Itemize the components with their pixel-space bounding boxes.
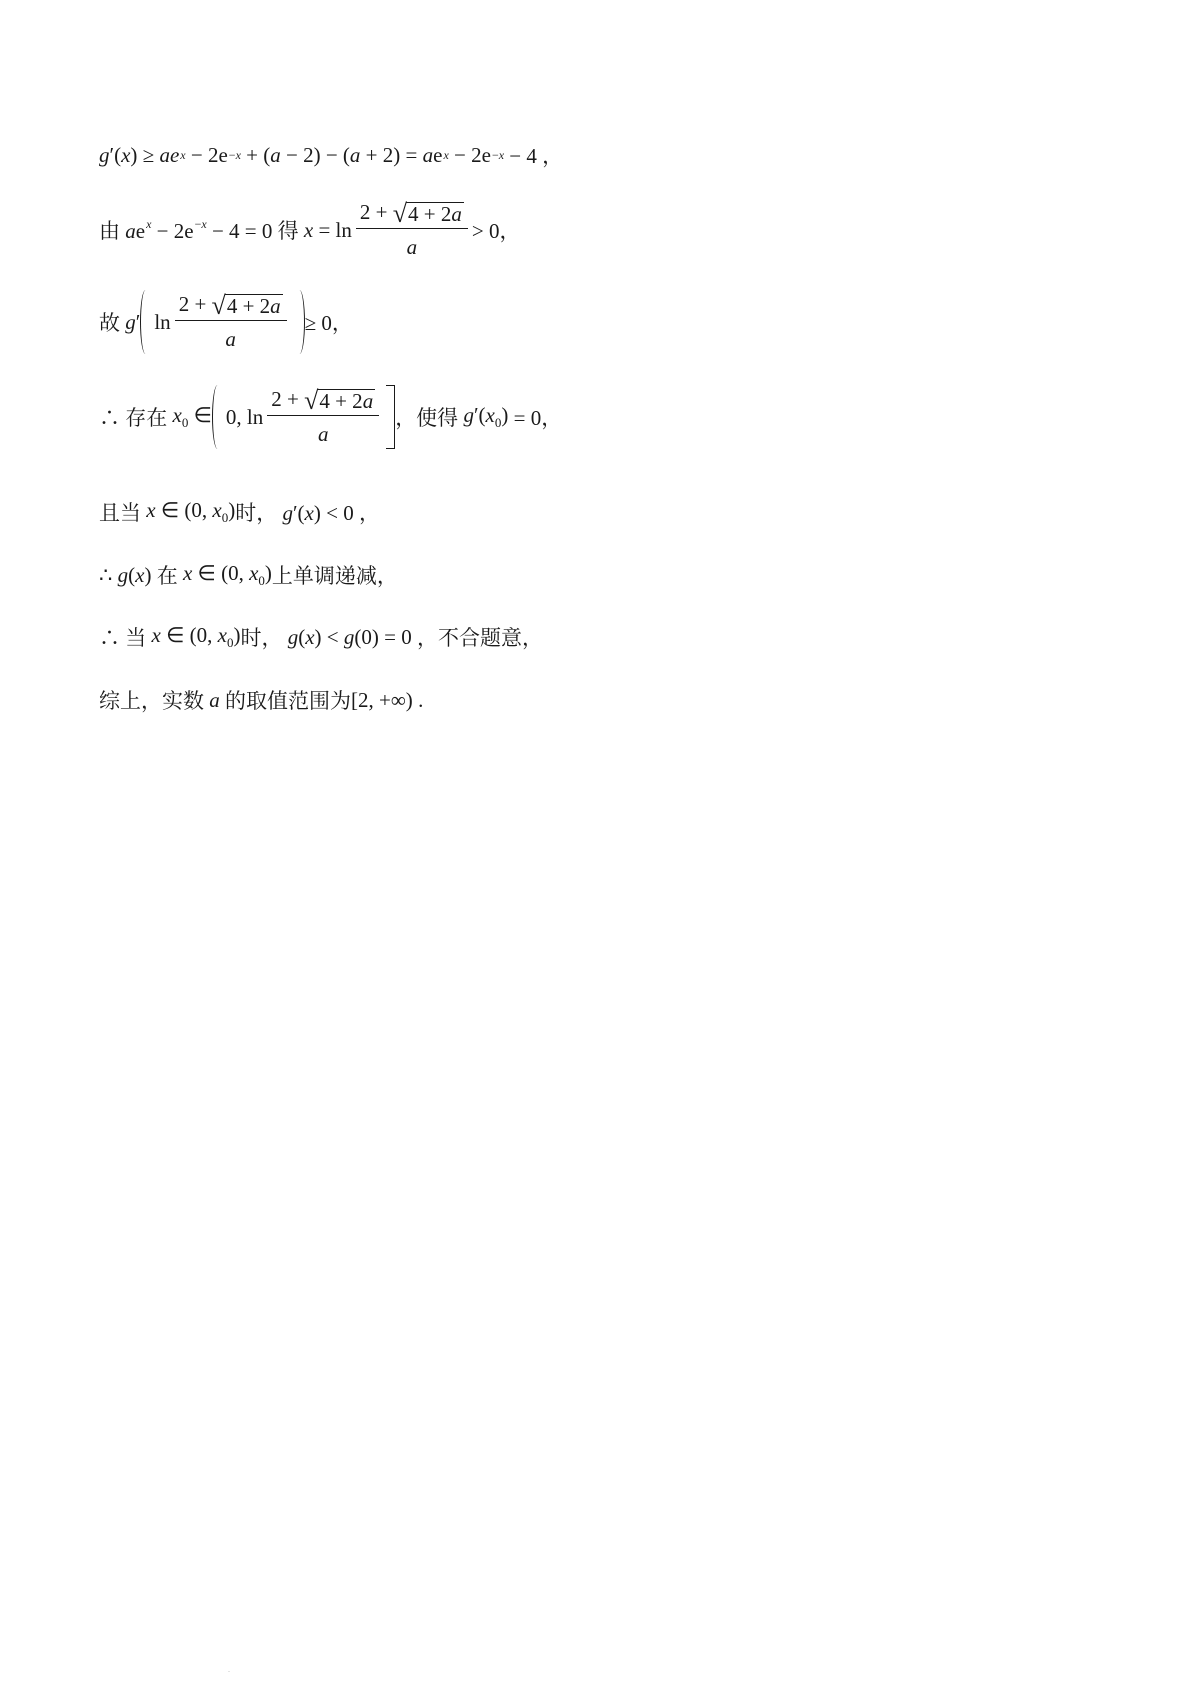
text-suffix: ，不合题意， xyxy=(416,626,543,650)
text-suffix: = 0， xyxy=(513,406,563,430)
right-bracket xyxy=(386,385,395,449)
equation-line-1: g ′( x ) ≥ ae x − 2e −x + ( a − 2) − ( a + 2) = a e x − 2e −x − 4 ， xyxy=(99,142,564,168)
equation-line-7: ∴ 当 x ∈ (0, $x_0$) 时， g(x) < g(0) = 0 ，不合题意， xyxy=(99,623,543,650)
equation-line-3: 故 g′ ln 2 + √ 4 + 2a a ≥ 0， xyxy=(99,290,353,354)
fraction: 2 + √ 4 + 2a a xyxy=(356,200,468,260)
equation-line-6: ∴ g(x) 在 x ∈ (0, $x_0$) 上单调递减， xyxy=(99,561,398,588)
text-prefix: ∴ 存在 xyxy=(99,406,168,430)
equation-line-2: 由 $ae^x - 2e^{-x} - 4 = 0$ 得 x = ln 2 + √ 4 + 2a a > 0， xyxy=(99,199,521,259)
text-prefix: 综上，实数 xyxy=(99,689,204,713)
text-suffix: 上单调递减， xyxy=(271,564,398,588)
equation-line-5: 且当 x ∈ (0, $x_0$) 时， g′(x) < 0 ， xyxy=(99,498,380,525)
fraction: 2 + √ 4 + 2a a xyxy=(175,292,287,352)
text-suffix: . xyxy=(418,687,424,712)
text-prefix: 且当 xyxy=(99,501,141,525)
text-mid: 得 xyxy=(277,219,299,243)
left-paren xyxy=(140,290,151,354)
variable-a: a xyxy=(209,687,220,712)
range-value: [2, +∞) xyxy=(351,687,413,712)
right-paren xyxy=(294,290,305,354)
equation-line-4: ∴ 存在 $x_0$ ∈ 0, ln 2 + √ 4 + 2a a ，使得 $g'(x_0)$ = 0， xyxy=(99,385,562,449)
conclusion-line xyxy=(99,685,423,715)
text-mid: 时， xyxy=(240,626,283,650)
text-prefix: ∴ 当 xyxy=(99,626,147,650)
left-paren xyxy=(212,385,223,449)
text-prefix: 故 xyxy=(99,311,120,335)
text-prefix: ∴ xyxy=(99,562,113,587)
text-mid: 在 xyxy=(156,564,178,588)
text-suffix: ≥ 0， xyxy=(304,311,353,335)
footer-mark: . xyxy=(228,1665,230,1674)
text-mid: 的取值范围为 xyxy=(225,689,351,713)
text-mid: ，使得 xyxy=(395,406,459,430)
fraction: 2 + √ 4 + 2a a xyxy=(267,387,379,447)
text-suffix: > 0， xyxy=(471,219,521,243)
text-mid: 时， xyxy=(235,501,278,525)
text-prefix: 由 xyxy=(99,219,120,243)
